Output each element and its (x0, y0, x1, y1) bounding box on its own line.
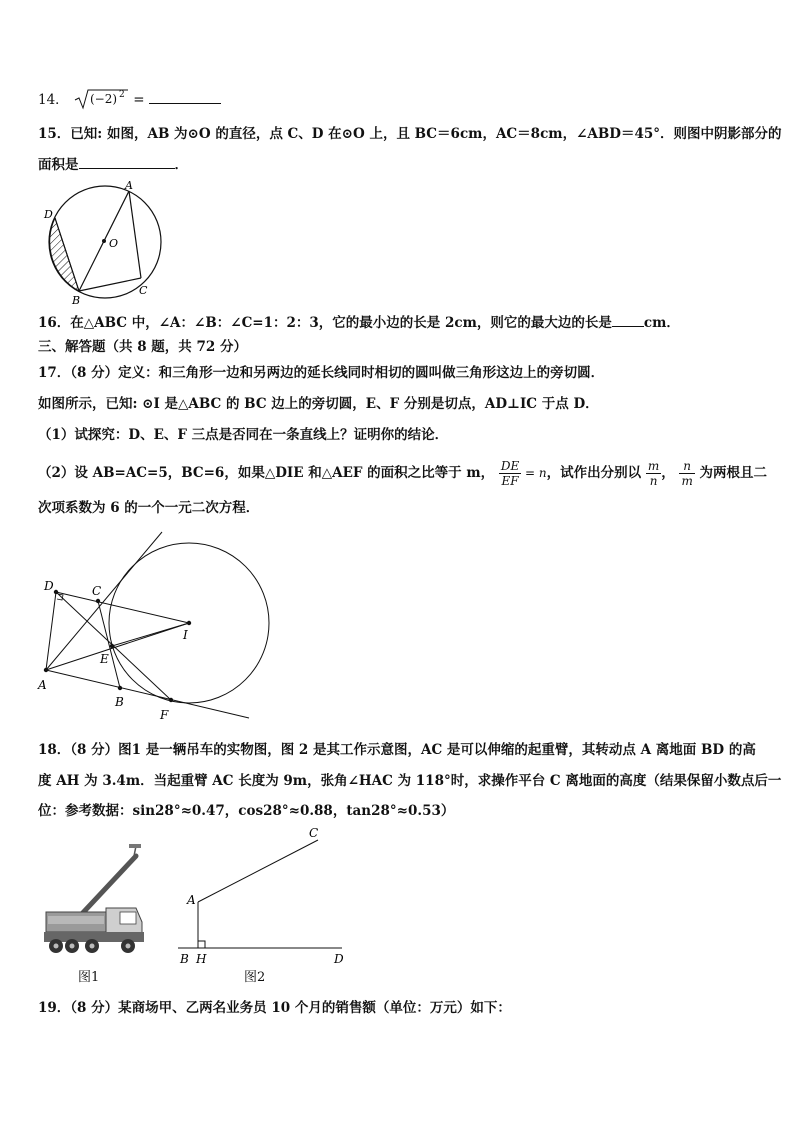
sqrt-exponent: 2 (118, 90, 125, 100)
point-f (169, 698, 173, 702)
figure-2-caption: 图2 (244, 970, 266, 985)
question-17-part-a: （2）设 AB=AC=5，BC=6，如果△DIE 和△AEF 的面积之比等于 m， (38, 465, 495, 481)
line-ei (112, 623, 189, 646)
label-o: O (109, 237, 119, 250)
chord-ac (129, 191, 141, 278)
question-14 (38, 88, 758, 110)
label-a: A (187, 893, 196, 907)
figure-q15-circle (38, 178, 168, 308)
fraction-m-denominator: m (681, 474, 693, 488)
point-c (96, 599, 100, 603)
label-d: D (44, 579, 54, 593)
question-15-prefix: 面积是 (38, 157, 79, 173)
label-c: C (309, 826, 319, 840)
question-18-line-1: 18．（8 分）图1 是一辆吊车的实物图，图 2 是其工作示意图，AC 是可以伸缩的起重臂，其转动点 A 离地面 BD 的高 (38, 742, 756, 758)
line-di (56, 592, 189, 623)
point-i (187, 621, 191, 625)
right-angle-mark (57, 594, 63, 600)
question-17-line-2: 如图所示，已知: ⊙I 是△ABC 的 BC 边上的旁切圆，E、F 分别是切点，AD⊥IC 于点 D． (38, 396, 599, 412)
boom-ac (198, 840, 318, 902)
line-ad (46, 592, 56, 670)
question-16 (38, 312, 758, 333)
fraction-m-n (646, 459, 661, 488)
question-17-part-b: ，试作出分别以 (546, 465, 642, 481)
fraction-n-numerator: n (679, 459, 694, 474)
label-a: A (38, 678, 47, 692)
shaded-region (50, 218, 79, 291)
label-h: H (196, 952, 207, 966)
section-3-heading: 三、解答题（共 8 题，共 72 分） (38, 339, 247, 355)
question-17-line-5: 次项系数为 6 的一个一元二次方程． (38, 500, 260, 516)
label-f: F (160, 708, 169, 722)
fraction-separator: ， (661, 465, 675, 481)
fraction-de-numerator: DE (500, 459, 520, 473)
fraction-m-numerator: m (647, 459, 660, 473)
question-15-suffix: ． (174, 157, 188, 173)
question-18-line-2: 度 AH 为 3.4m．当起重臂 AC 长度为 9m，张角∠HAC 为 118°时，求操作平台 C 离地面的高度（结果保留小数点后一 (38, 773, 782, 789)
extension-ab (46, 670, 249, 718)
fraction-rhs: = n (521, 466, 547, 480)
figure-1-caption: 图1 (78, 970, 100, 985)
right-angle-mark (198, 941, 205, 948)
question-19-line-1: 19．（8 分）某商场甲、乙两名业务员 10 个月的销售额（单位：万元）如下： (38, 1000, 511, 1016)
label-c: C (139, 284, 148, 297)
label-a: A (125, 179, 133, 192)
fraction-ef-denominator: EF (501, 474, 519, 488)
answer-blank-15[interactable] (79, 154, 175, 169)
label-d: D (44, 208, 53, 221)
line-ai (46, 623, 189, 670)
sqrt-expression (73, 88, 129, 110)
question-18-line-3: 位：参考数据：sin28°≈0.47，cos28°≈0.88，tan28°≈0.53） (38, 803, 455, 819)
label-b: B (115, 695, 124, 709)
equals-sign: = (128, 92, 145, 108)
question-15-line-2 (38, 154, 758, 175)
point-a (44, 668, 48, 672)
label-i: I (183, 628, 188, 642)
question-16-prefix: 16．在△ABC 中，∠A：∠B：∠C=1：2：3，它的最小边的长是 2cm，则它的最大边的长是 (38, 315, 612, 331)
question-16-suffix: cm． (643, 315, 680, 331)
question-17-line-4 (38, 459, 768, 488)
label-b: B (72, 294, 81, 307)
sqrt-inner: (−2) (89, 92, 118, 106)
question-15-line-1: 15．已知: 如图，AB 为⊙O 的直径，点 C、D 在⊙O 上，且 BC＝6cm，AC＝8cm，∠ABD＝45°．则图中阴影部分的 (38, 126, 782, 142)
label-b: B (180, 952, 189, 966)
answer-blank-14[interactable] (149, 89, 221, 104)
crane-truck-icon (40, 842, 152, 964)
point-b (118, 686, 122, 690)
answer-blank-16[interactable] (612, 312, 644, 327)
label-e: E (100, 652, 109, 666)
figure-q17-excircle (34, 528, 274, 724)
chord-bc (79, 278, 141, 291)
fraction-de-ef (499, 459, 521, 488)
label-d: D (334, 952, 344, 966)
center-point (102, 239, 106, 243)
question-17-line-3: （1）试探究：D、E、F 三点是否同在一条直线上？证明你的结论． (38, 427, 449, 443)
fraction-n-denominator: n (649, 474, 658, 488)
point-d (54, 590, 58, 594)
extension-ac (46, 532, 162, 670)
question-17-line-1: 17．（8 分）定义：和三角形一边和另两边的延长线同时相切的圆叫做三角形这边上的旁切圆． (38, 365, 605, 381)
figure-2-diagram (170, 822, 350, 970)
fraction-n-m (679, 459, 694, 488)
point-e (110, 644, 114, 648)
question-14-number: 14． (38, 92, 69, 108)
label-c: C (92, 584, 102, 598)
question-17-part-c: 为两根且二 (699, 465, 768, 481)
